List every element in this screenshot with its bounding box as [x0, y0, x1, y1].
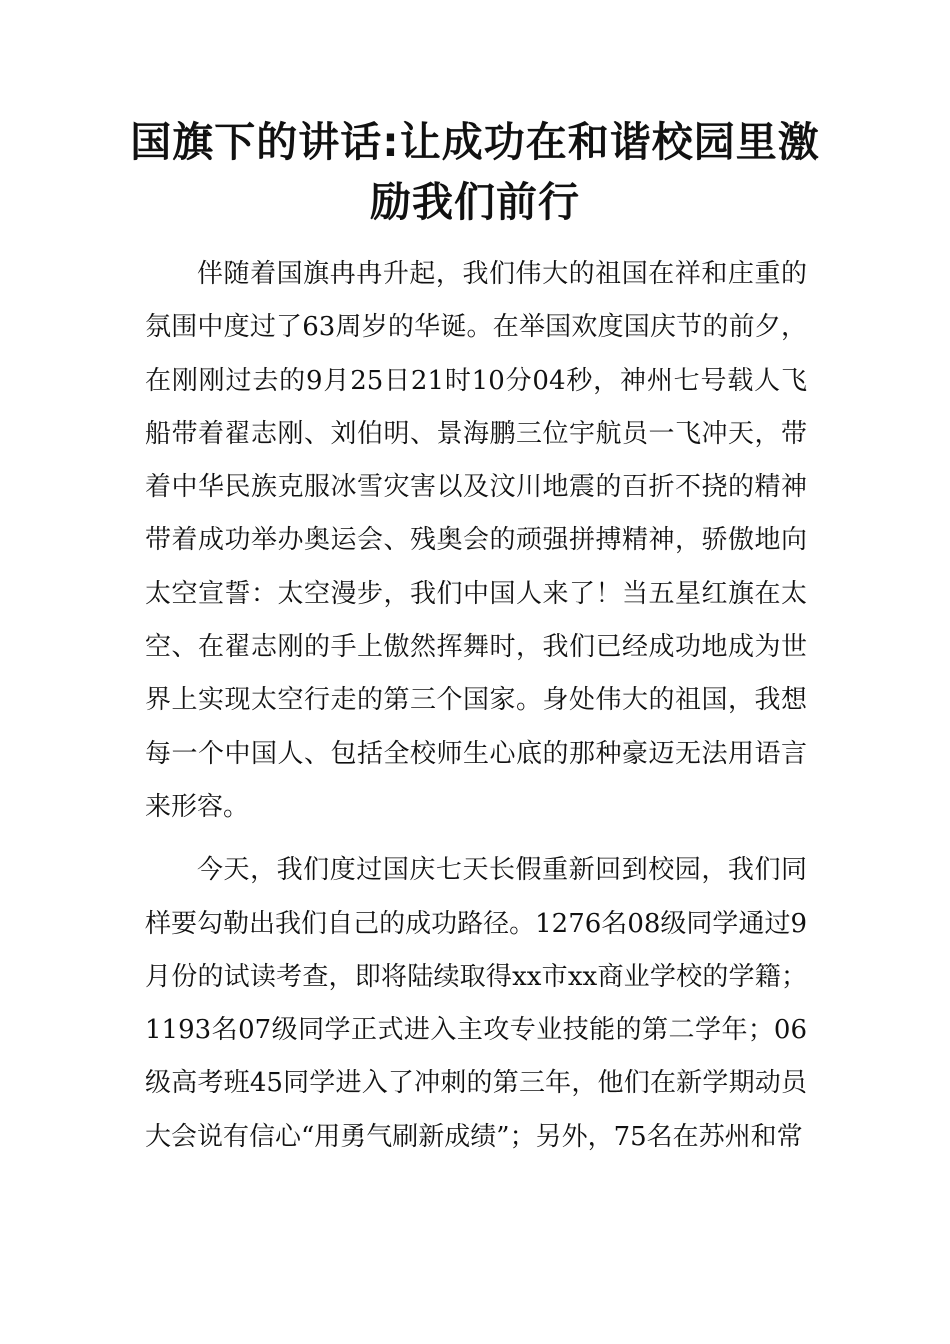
- document-body: [145, 248, 807, 1164]
- document-title: 国旗下的讲话:让成功在和谐校园里激励我们前行: [130, 118, 820, 226]
- paragraph-2: 今天，我们度过国庆七天长假重新回到校园，我们同样要勾勒出我们自己的成功路径。1276名08级同学通过9月份的试读考查，即将陆续取得xx市xx商业学校的学籍；1193名07级同学正式进入主攻专业技能的第二学年；06级高考班45同学进入了冲刺的第三年，他们在新学期动员大会说有信心“用勇气刷新成绩”；另外，75名在苏州和常: [145, 855, 807, 1152]
- paragraph-1: 伴随着国旗冉冉升起，我们伟大的祖国在祥和庄重的氛围中度过了63周岁的华诞。在举国欢度国庆节的前夕，在刚刚过去的9月25日21时10分04秒，神州七号载人飞船带着翟志刚、刘伯明、景海鹏三位宇航员一飞冲天，带着中华民族克服冰雪灾害以及汶川地震的百折不挠的精神带着成功举办奥运会、残奥会的顽强拼搏精神，骄傲地向太空宣誓：太空漫步，我们中国人来了！当五星红旗在太空、在翟志刚的手上傲然挥舞时，我们已经成功地成为世界上实现太空行走的第三个国家。身处伟大的祖国，我想每一个中国人、包括全校师生心底的那种豪迈无法用语言来形容。: [145, 259, 807, 822]
